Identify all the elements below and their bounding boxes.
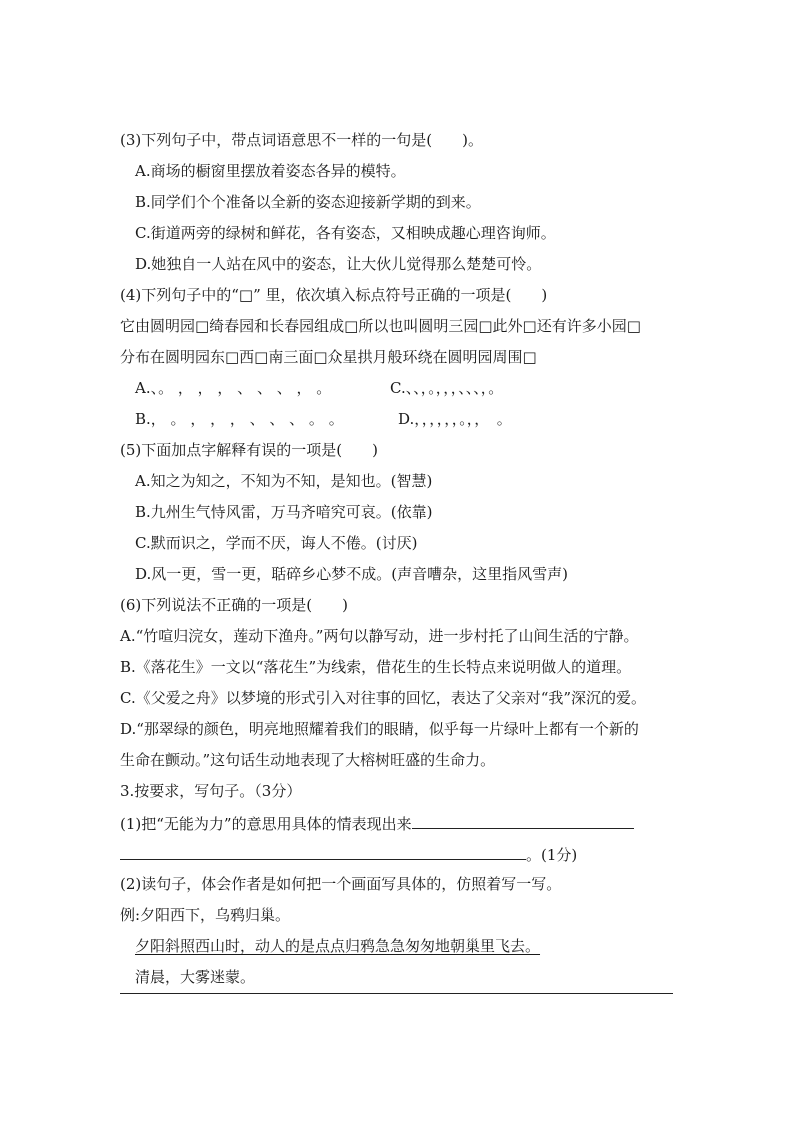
q6-option-b: B.《落花生》一文以“落花生”为线索，借花生的生长特点来说明做人的道理。: [120, 658, 632, 676]
answer-blank-1a[interactable]: [412, 812, 634, 829]
q6-option-d: D.“那翠绿的颜色，明亮地照耀着我们的眼睛，似乎每一片绿叶上都有一个新的: [120, 720, 639, 738]
q6-option-d-continued: 生命在颤动。”这句话生动地表现了大榕树旺盛的生命力。: [120, 751, 496, 769]
q3-stem: (3)下列句子中，带点词语意思不一样的一句是( )。: [120, 131, 483, 149]
section-3-title: 3.按要求，写句子。（3分）: [120, 782, 302, 800]
q3-option-c: C.街道两旁的绿树和鲜花，各有姿态，又相映成趣心理咨询师。: [135, 224, 556, 242]
q6-stem: (6)下列说法不正确的一项是( ): [120, 596, 348, 614]
q4-option-b: B.， 。 ， ， ， 、 、 、 。 。: [135, 410, 344, 428]
q5-option-d: D.风一更，雪一更，聒碎乡心梦不成。(声音嘈杂，这里指风雪声): [135, 565, 568, 583]
q4-stem: (4)下列句子中的“□” 里，依次填入标点符号正确的一项是( ): [120, 286, 548, 304]
sub-question-1: [120, 812, 634, 834]
sub-question-1-cont: [120, 843, 577, 865]
sub-question-1-text: (1)把“无能为力”的意思用具体的情表现出来: [120, 815, 412, 833]
answer-line-2[interactable]: [120, 993, 673, 994]
sub-question-1-score: 。(1分): [526, 846, 578, 864]
q3-option-a: A.商场的橱窗里摆放着姿态各异的模特。: [135, 162, 406, 180]
q3-option-b: B.同学们个个准备以全新的姿态迎接新学期的到来。: [135, 193, 481, 211]
q4-option-c: C.、、，。，，，、、、，。: [390, 379, 504, 397]
answer-blank-1b[interactable]: [120, 843, 526, 860]
example-answer: 夕阳斜照西山时，动人的是点点归鸦急急匆匆地朝巢里飞去。: [135, 937, 541, 955]
q5-stem: (5)下面加点字解释有误的一项是( ): [120, 441, 378, 459]
q5-option-c: C.默而识之，学而不厌，诲人不倦。(讨厌): [135, 534, 418, 552]
q3-option-d: D.她独自一人站在风中的姿态，让大伙儿觉得那么楚楚可怜。: [135, 255, 542, 273]
q4-passage-line-2: 分布在圆明园东□西□南三面□众星拱月般环绕在圆明园周围□: [120, 348, 537, 366]
q4-option-d: D.，，，，，，。，， 。: [398, 410, 512, 428]
q6-option-a: A.“竹喧归浣女，莲动下渔舟。”两句以静写动，进一步村托了山间生活的宁静。: [120, 627, 639, 645]
q5-option-a: A.知之为知之，不知为不知，是知也。(智慧): [135, 472, 433, 490]
q4-option-a: A.、。 ， ， ， 、 、 、 ， 。: [135, 379, 332, 397]
practice-prompt: 清晨，大雾迷蒙。: [135, 968, 256, 986]
q4-passage-line-1: 它由圆明园□绮春园和长春园组成□所以也叫圆明三园□此外□还有许多小园□: [120, 317, 641, 335]
q5-option-b: B.九州生气恃风雷，万马齐喑究可哀。(依靠): [135, 503, 433, 521]
q6-option-c: C.《父爱之舟》以梦境的形式引入对往事的回忆，表达了父亲对“我”深沉的爱。: [120, 689, 647, 707]
example-label: 例:夕阳西下，乌鸦归巢。: [120, 906, 291, 924]
sub-question-2: (2)读句子，体会作者是如何把一个画面写具体的，仿照着写一写。: [120, 875, 562, 893]
